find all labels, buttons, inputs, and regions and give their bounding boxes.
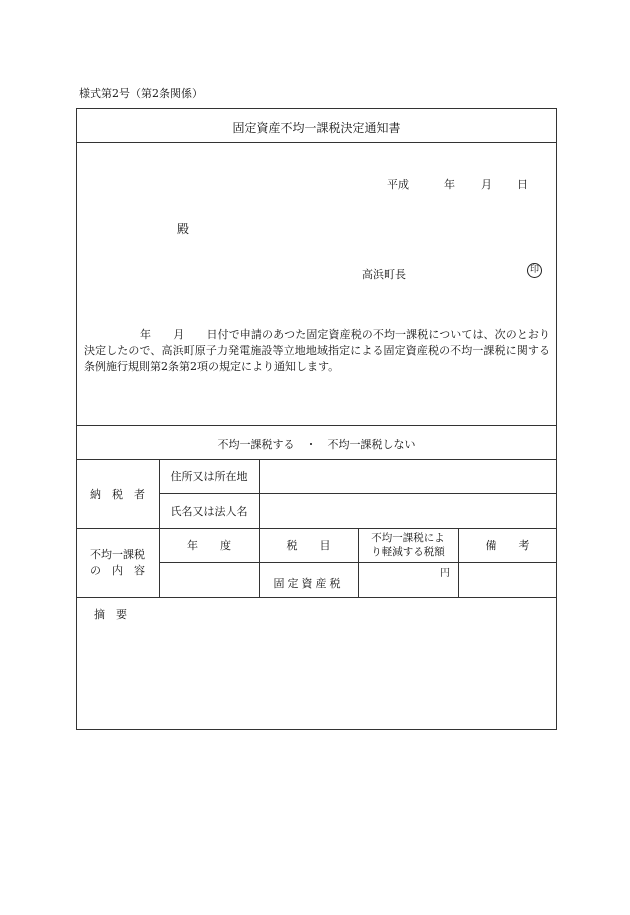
name-label: 氏名又は法人名: [170, 504, 248, 518]
col-remarks-header: 備 考: [485, 539, 530, 552]
form-number-label: 様式第2号（第2条関係）: [79, 87, 203, 100]
details-label-line1: 不均一課税: [90, 547, 145, 561]
decision-options: 不均一課税する ・ 不均一課税しない: [217, 438, 416, 451]
addressee-suffix: 殿: [177, 222, 190, 236]
document-title: 固定資産不均一課税決定通知書: [232, 121, 401, 135]
date-month: 月: [481, 178, 492, 191]
taxpayer-value-divider: [259, 459, 260, 528]
details-label: [76, 528, 159, 597]
col-reduced-line1: 不均一課税によ: [371, 532, 445, 544]
yen-unit: 円: [440, 568, 450, 579]
address-label: 住所又は所在地: [170, 470, 248, 483]
seal-mark: 印: [527, 263, 542, 278]
date-era: 平成: [387, 178, 409, 191]
col-item-header: 税 目: [286, 539, 331, 552]
details-bottom-divider: [76, 597, 557, 598]
title-divider: [76, 142, 557, 143]
issuer-name: 高浜町長: [362, 268, 406, 281]
date-day: 日: [517, 178, 528, 191]
summary-label: 摘 要: [94, 608, 127, 621]
col-reduced-header: [358, 528, 458, 562]
choice-top-divider: [76, 425, 557, 426]
notice-frame: [76, 108, 557, 730]
taxpayer-label: 納 税 者: [90, 487, 145, 501]
col-year-header: 年 度: [187, 539, 231, 552]
details-label-line2: の 内 容: [90, 563, 145, 577]
col-reduced-line2: り軽減する税額: [371, 546, 445, 558]
notice-body: 年 月 日付で申請のあつた固定資産税の不均一課税については、次のとおり決定したので、高浜町原子力発電施設等立地地域指定による固定資産税の不均一課税に関する条例施行規則第2条第2項の規定により通知します。: [84, 328, 550, 373]
item-value: 固定資産税: [273, 577, 344, 590]
date-year: 年: [444, 178, 455, 191]
